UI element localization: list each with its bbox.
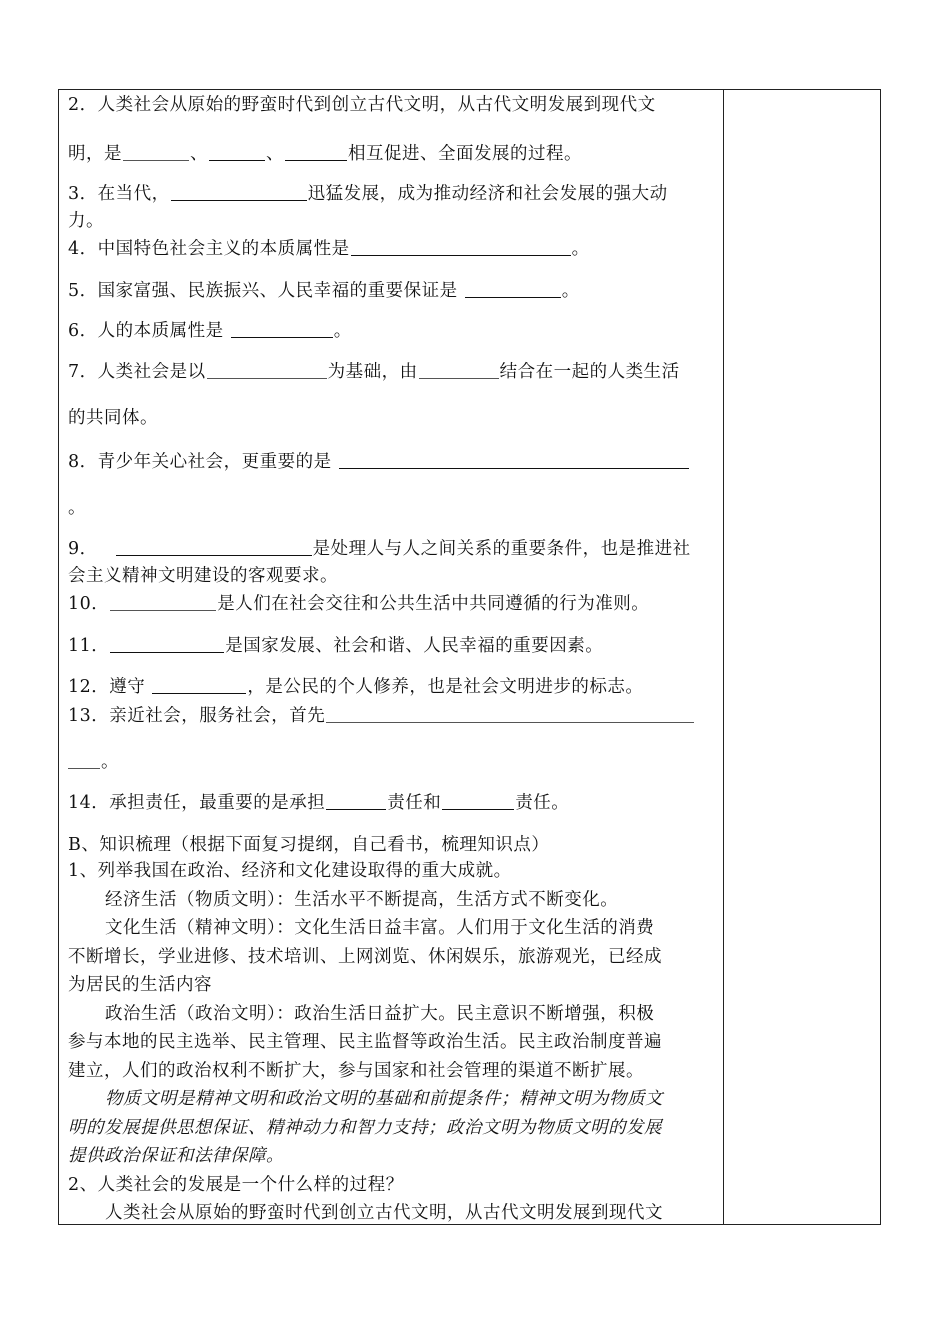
section-b-item1: 1、列举我国在政治、经济和文化建设取得的重大成就。: [68, 861, 512, 881]
q12-line: 12．遵守 ，是公民的个人修养，也是社会文明进步的标志。: [68, 677, 644, 697]
q3-line2: 力。: [68, 211, 104, 231]
q6-blank[interactable]: [231, 321, 333, 338]
q3-blank[interactable]: [171, 184, 307, 201]
culture-line2: 不断增长，学业进修、技术培训、上网浏览、休闲娱乐，旅游观光，已经成: [68, 947, 662, 967]
q9-blank[interactable]: [116, 539, 312, 556]
q8-line1: 8．青少年关心社会，更重要的是: [68, 451, 718, 473]
q10-blank[interactable]: [110, 594, 216, 611]
q2-blank-1[interactable]: [123, 144, 189, 161]
worksheet-table: [58, 89, 881, 1225]
q13-line2: 。: [68, 751, 718, 773]
politics-line2: 参与本地的民主选举、民主管理、民主监督等政治生活。民主政治制度普遍: [68, 1032, 662, 1052]
q7-blank-1[interactable]: [207, 362, 327, 379]
section-b-title: B、知识梳理（根据下面复习提纲，自己看书，梳理知识点）: [68, 835, 550, 855]
notes-column: [724, 90, 880, 1224]
q3-line1: 3．在当代， 迅猛发展，成为推动经济和社会发展的强大动: [68, 184, 668, 204]
q8-line2: 。: [68, 498, 86, 518]
q10-line: 10． 是人们在社会交往和公共生活中共同遵循的行为准则。: [68, 594, 650, 614]
economic-life: 经济生活（物质文明）：生活水平不断提高，生活方式不断变化。: [105, 890, 619, 910]
q7-blank-2[interactable]: [419, 362, 499, 379]
item2-answer: 人类社会从原始的野蛮时代到创立古代文明，从古代文明发展到现代文: [105, 1203, 663, 1223]
q7-line1: 7．人类社会是以 为基础，由 结合在一起的人类生活: [68, 362, 680, 382]
italic-summary-line3: 提供政治保证和法律保障。: [68, 1146, 284, 1166]
q13-blank-cont[interactable]: [68, 752, 100, 769]
q2-blank-3[interactable]: [285, 144, 347, 161]
q14-blank-2[interactable]: [442, 793, 514, 810]
politics-line3: 建立，人们的政治权利不断扩大，参与国家和社会管理的渠道不断扩展。: [68, 1061, 644, 1081]
culture-line1: 文化生活（精神文明）：文化生活日益丰富。人们用于文化生活的消费: [105, 918, 655, 938]
q4-line: 4．中国特色社会主义的本质属性是 。: [68, 239, 590, 259]
q2-line2: 明，是 、 、 相互促进、全面发展的过程。: [68, 144, 582, 164]
section-b-item2: 2、人类社会的发展是一个什么样的过程？: [68, 1175, 404, 1195]
italic-summary-line2: 明的发展提供思想保证、精神动力和智力支持；政治文明为物质文明的发展: [68, 1118, 662, 1138]
q11-line: 11． 是国家发展、社会和谐、人民幸福的重要因素。: [68, 636, 604, 656]
q12-blank[interactable]: [152, 677, 246, 694]
q2-blank-2[interactable]: [209, 144, 265, 161]
politics-line1: 政治生活（政治文明）：政治生活日益扩大。民主意识不断增强，积极: [105, 1004, 655, 1024]
q6-line: 6．人的本质属性是 。: [68, 321, 352, 341]
q5-blank[interactable]: [465, 281, 561, 298]
q9-line2: 会主义精神文明建设的客观要求。: [68, 566, 338, 586]
q9-line1: 9． 是处理人与人之间关系的重要条件，也是推进社: [68, 539, 691, 559]
q2-line1: 2．人类社会从原始的野蛮时代到创立古代文明，从古代文明发展到现代文: [68, 95, 656, 115]
italic-summary-line1: 物质文明是精神文明和政治文明的基础和前提条件；精神文明为物质文: [105, 1089, 663, 1109]
q14-blank-1[interactable]: [326, 793, 386, 810]
q14-line: 14．承担责任，最重要的是承担 责任和 责任。: [68, 793, 570, 813]
q8-blank[interactable]: [339, 452, 689, 469]
q13-line1: 13．亲近社会，服务社会，首先: [68, 705, 718, 727]
q5-line: 5．国家富强、民族振兴、人民幸福的重要保证是 。: [68, 281, 580, 301]
q7-line2: 的共同体。: [68, 408, 158, 428]
q13-blank[interactable]: [326, 706, 694, 723]
q4-blank[interactable]: [351, 239, 571, 256]
culture-line3: 为居民的生活内容: [68, 975, 212, 995]
q11-blank[interactable]: [110, 636, 224, 653]
